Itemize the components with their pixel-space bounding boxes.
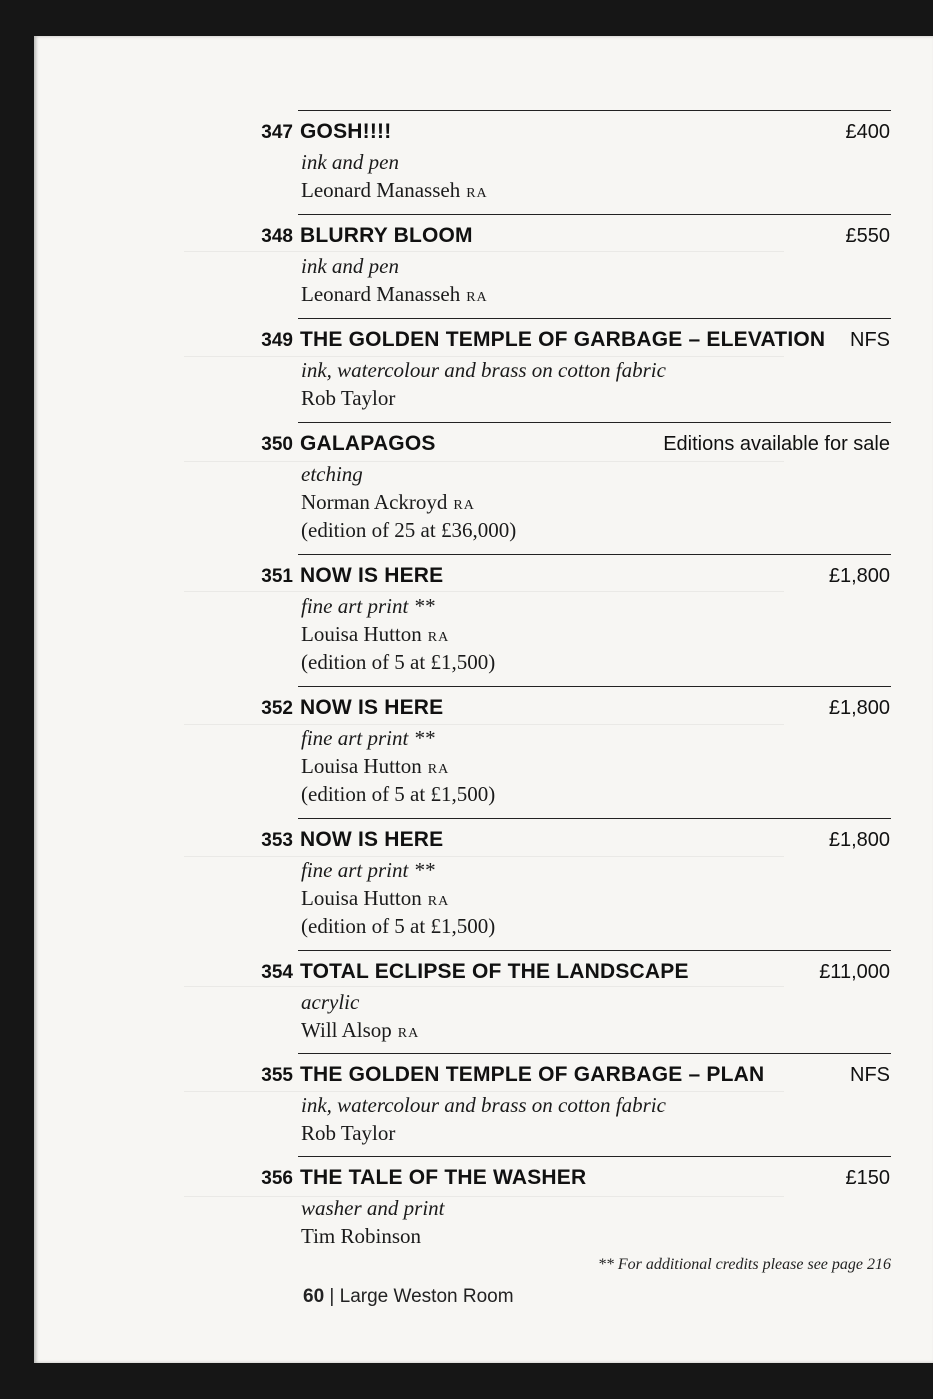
artist-name: Louisa Hutton [301,886,422,910]
footer-separator: | [324,1286,340,1307]
ra-suffix: RA [427,894,450,909]
artist-name: Rob Taylor [301,1121,396,1145]
entry-title: NOW IS HERE [300,564,444,587]
entry-medium: ink and pen [301,254,399,278]
entry-price: £1,800 [828,697,890,719]
entry-title: NOW IS HERE [300,696,444,719]
artist-name: Will Alsop [301,1018,392,1042]
entry-price: NFS [850,1064,890,1086]
entry-number: 355 [261,1065,293,1086]
entry-artist [301,386,401,411]
entry-number: 352 [261,698,293,719]
entry-medium: ink and pen [301,150,399,174]
entry-title: THE TALE OF THE WASHER [300,1166,587,1189]
entry-artist [301,886,449,911]
entry-edition: (edition of 5 at £1,500) [301,782,496,806]
entry-divider [298,1053,891,1054]
entry-artist [301,1121,401,1146]
entry-medium: fine art print ** [301,726,435,750]
ra-suffix: RA [397,1026,420,1041]
footnote: ** For additional credits please see page 216 [597,1256,891,1273]
entry-divider [298,554,891,555]
entry-artist [301,1224,427,1249]
entry-title: THE GOLDEN TEMPLE OF GARBAGE – PLAN [300,1063,765,1086]
ra-suffix: RA [427,630,450,645]
entry-divider [298,214,891,215]
entry-edition: (edition of 5 at £1,500) [301,914,496,938]
entry-artist [301,1018,419,1043]
entry-medium: fine art print ** [301,594,435,618]
entry-number: 350 [261,434,293,455]
entry-divider [298,110,891,111]
entry-number: 347 [261,122,293,143]
entry-price: £400 [845,121,890,143]
page-number: 60 [303,1286,325,1307]
entry-price: NFS [850,329,890,351]
entry-divider [298,686,891,687]
artist-name: Louisa Hutton [301,754,422,778]
entry-divider [298,318,891,319]
room-name: Large Weston Room [339,1286,514,1307]
entry-title: TOTAL ECLIPSE OF THE LANDSCAPE [300,960,689,983]
artist-name: Leonard Manasseh [301,282,461,306]
ra-suffix: RA [466,290,488,305]
entry-divider [298,422,891,423]
entry-price: £1,800 [828,565,890,587]
artist-name: Rob Taylor [301,386,396,410]
entry-divider [298,950,891,951]
ra-suffix: RA [453,498,475,513]
entry-title: GOSH!!!! [300,120,392,143]
artist-name: Tim Robinson [301,1224,422,1248]
entry-medium: ink, watercolour and brass on cotton fabric [301,1093,666,1117]
entry-artist [301,178,488,203]
entry-price: £150 [845,1167,890,1189]
ra-suffix: RA [427,762,450,777]
entry-number: 349 [261,330,293,351]
entry-artist [301,754,449,779]
entry-number: 351 [261,566,293,587]
entry-medium: ink, watercolour and brass on cotton fabric [301,358,666,382]
entry-artist [301,490,475,515]
entry-price: £1,800 [828,829,890,851]
entry-price: £550 [845,225,890,247]
entry-title: GALAPAGOS [300,432,436,455]
entry-price: £11,000 [819,961,890,983]
entry-edition: (edition of 5 at £1,500) [301,650,496,674]
entry-number: 354 [261,962,293,983]
entry-number: 353 [261,830,293,851]
entry-price: Editions available for sale [663,433,890,455]
artist-name: Leonard Manasseh [301,178,461,202]
entry-number: 348 [261,226,293,247]
catalogue-page [34,36,933,1363]
entry-title: THE GOLDEN TEMPLE OF GARBAGE – ELEVATION [300,328,826,351]
ra-suffix: RA [466,186,488,201]
entry-medium: fine art print ** [301,858,435,882]
entry-medium: etching [301,462,363,486]
entry-medium: acrylic [301,990,360,1014]
entry-divider [298,818,891,819]
entry-medium: washer and print [301,1196,445,1220]
entry-artist [301,282,488,307]
entry-number: 356 [261,1168,293,1189]
artist-name: Norman Ackroyd [301,490,448,514]
entry-artist [301,622,449,647]
artist-name: Louisa Hutton [301,622,422,646]
entry-edition: (edition of 25 at £36,000) [301,518,517,542]
entry-title: NOW IS HERE [300,828,444,851]
page-footer [303,1286,514,1308]
entry-title: BLURRY BLOOM [300,224,473,247]
entry-divider [298,1156,891,1157]
